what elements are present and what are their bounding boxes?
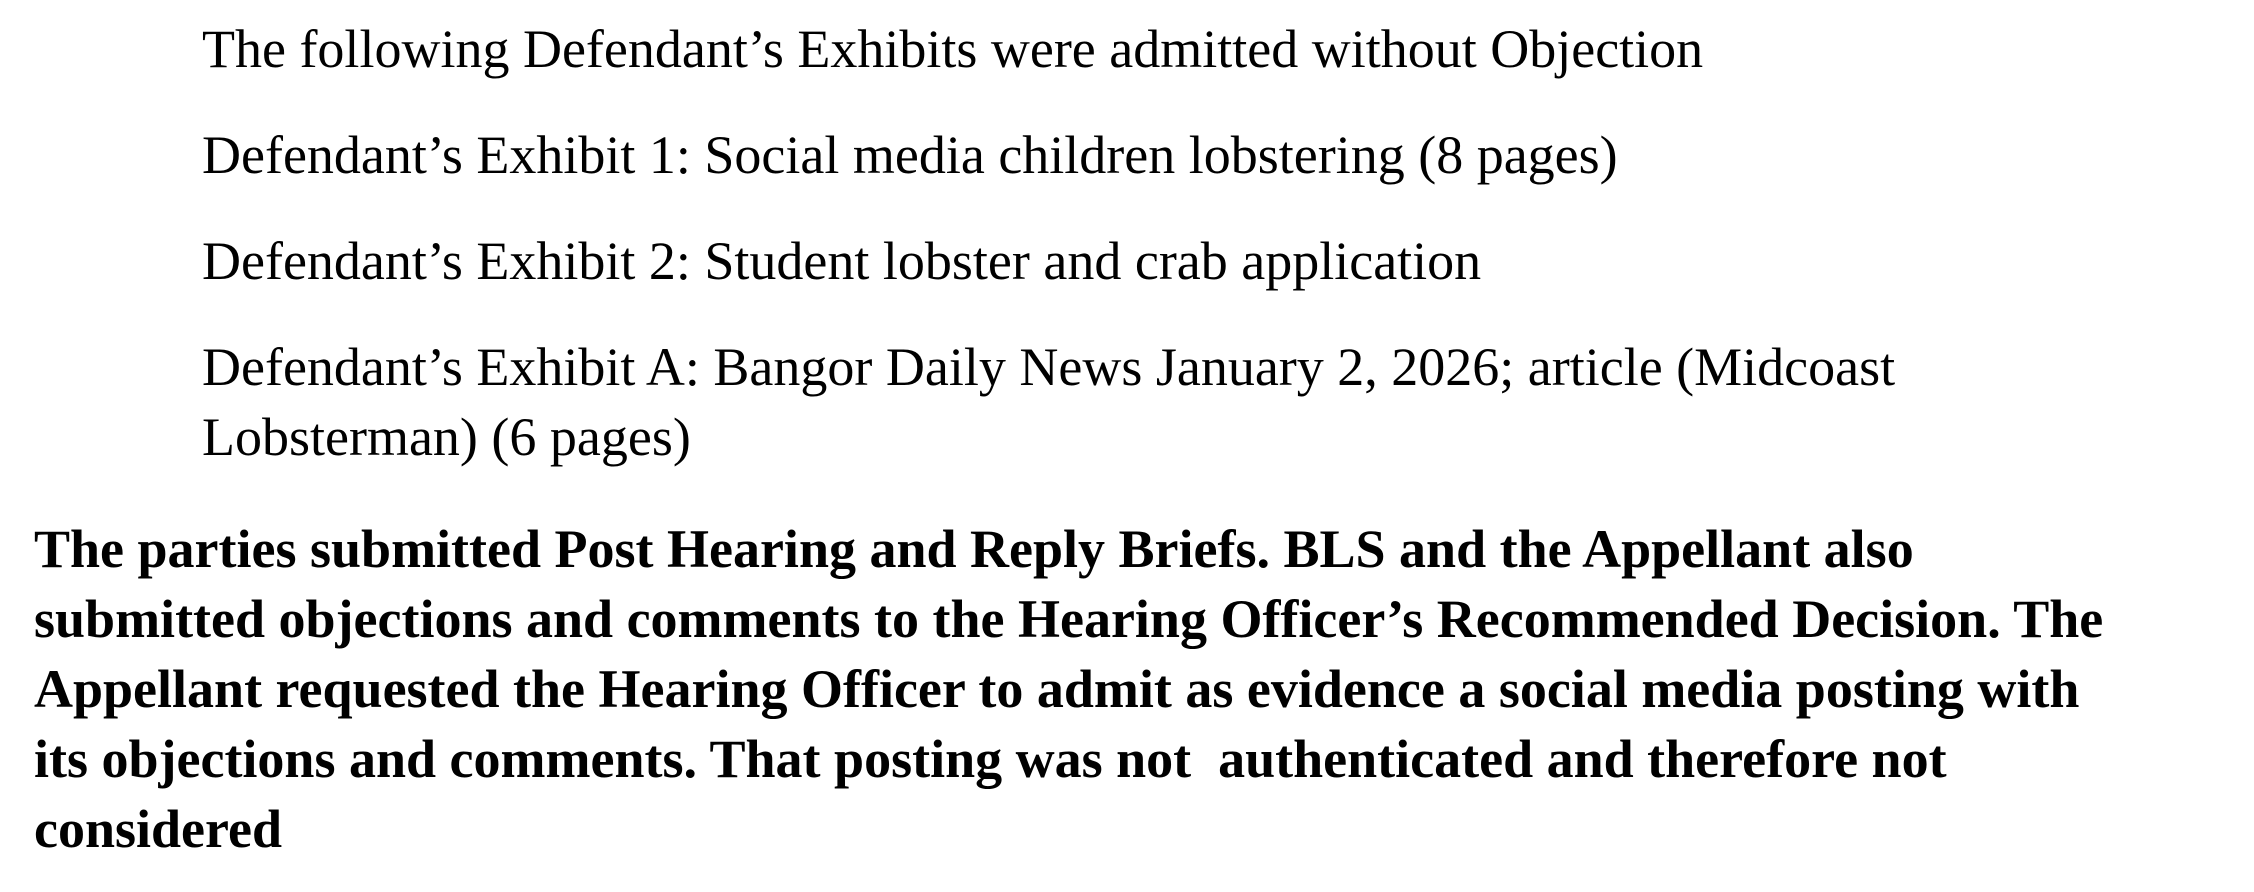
exhibit-a-line-1: Defendant’s Exhibit A: Bangor Daily News January 2, 2026; article (Midcoast	[202, 337, 1896, 397]
exhibit-1: Defendant’s Exhibit 1: Social media children lobstering (8 pages)	[202, 125, 1618, 185]
paragraph-line: considered	[34, 799, 283, 859]
exhibit-list	[202, 14, 2102, 472]
paragraph-line: The parties submitted Post Hearing and Reply Briefs. BLS and the Appellant also	[34, 519, 1914, 579]
exhibits-intro: The following Defendant’s Exhibits were admitted without Objection	[202, 19, 1704, 79]
exhibit-2: Defendant’s Exhibit 2: Student lobster and crab application	[202, 231, 1482, 291]
briefs-paragraph	[34, 514, 2234, 864]
paragraph-line: Appellant requested the Hearing Officer to admit as evidence a social media posting with	[34, 659, 2080, 719]
exhibit-a-line-2: Lobsterman) (6 pages)	[202, 407, 691, 467]
paragraph-line: its objections and comments. That posting was not authenticated and therefore not	[34, 729, 1947, 789]
paragraph-line: submitted objections and comments to the Hearing Officer’s Recommended Decision. The	[34, 589, 2104, 649]
